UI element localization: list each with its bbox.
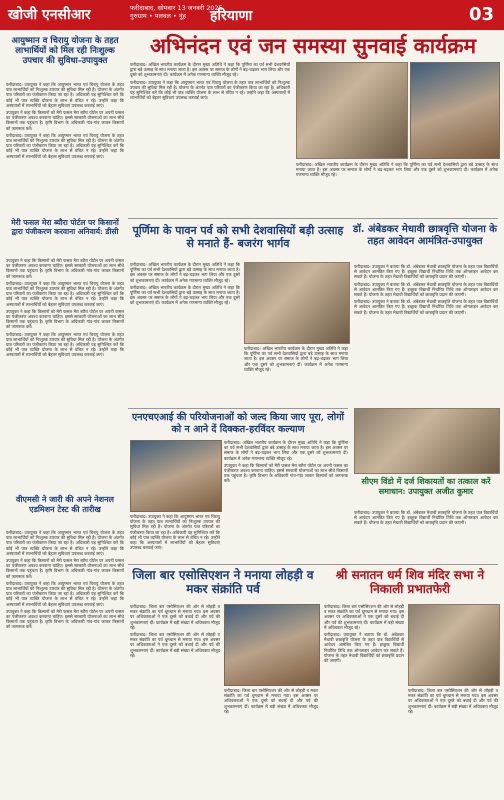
section-name: हरियाणा <box>210 8 253 24</box>
masthead-meta <box>130 4 223 20</box>
bottom-left-text-4: उपायुक्त ने कहा कि किसानों को मेरी फसल मेरा ब्यौरा पोर्टल पर अपनी फसल का पंजीकरण अवश्य करवाना चाहिए। इससे सरकारी योजनाओं का लाभ सीधे किसानों तक पहुंचता है। कृषि विभाग के अधिकारी गांव-गांव जाकर किसानों को जागरूक करें। <box>6 608 124 630</box>
right-lower-body <box>354 510 498 560</box>
right-text-1: फरीदाबाद। उपायुक्त ने बताया कि डॉ. अंबेडकर मेधावी छात्रवृत्ति योजना के तहत पात्र विद्यार्थियों से आवेदन आमंत्रित किए गए हैं। इच्छुक विद्यार्थी निर्धारित तिथि तक ऑनलाइन आवेदन कर सकते हैं। योजना के तहत मेधावी विद्यार्थियों को छात्रवृत्ति प्रदान की जाएगी। <box>354 264 498 280</box>
bottom-center-text-1: फरीदाबाद। अखिल भारतीय कार्यक्रम के दौरान मुख्य अतिथि ने कहा कि पूर्णिमा का पर्व सभी देशवासियों द्वारा बड़े उत्साह के साथ मनाया जाता है। इस अवसर पर समाज के लोगों ने बढ़-चढ़कर भाग लिया और एक दूसरे को शुभकामनाएं दीं। कार्यक्रम में अनेक गणमान्य व्यक्ति मौजूद रहे। <box>224 440 348 461</box>
bottom-mid-photo <box>224 604 320 686</box>
left-mid-text-3: उपायुक्त ने कहा कि किसानों को मेरी फसल मेरा ब्यौरा पोर्टल पर अपनी फसल का पंजीकरण अवश्य करवाना चाहिए। इससे सरकारी योजनाओं का लाभ सीधे किसानों तक पहुंचता है। कृषि विभाग के अधिकारी गांव-गांव जाकर किसानों को जागरूक करें। <box>6 308 124 330</box>
divider-3 <box>128 564 498 565</box>
right-body <box>354 264 498 404</box>
main-story-text-3: फरीदाबाद। अखिल भारतीय कार्यक्रम के दौरान मुख्य अतिथि ने कहा कि पूर्णिमा का पर्व सभी देशवासियों द्वारा बड़े उत्साह के साथ मनाया जाता है। इस अवसर पर समाज के लोगों ने बढ़-चढ़कर भाग लिया और एक दूसरे को शुभकामनाएं दीं। कार्यक्रम में अनेक गणमान्य व्यक्ति मौजूद रहे। <box>296 162 498 178</box>
bottom-mid-text-3: फरीदाबाद। जिला बार एसोसिएशन की ओर से लोहड़ी व मकर संक्रांति का पर्व धूमधाम से मनाया गया। इस अवसर पर अधिवक्ताओं ने एक दूसरे को बधाई दी और पर्व की शुभकामनाएं दीं। कार्यक्रम में बड़ी संख्या में अधिवक्ता मौजूद रहे। <box>224 688 318 714</box>
divider-1 <box>128 218 498 219</box>
left-mid-headline: मेरी फसल मेरा ब्यौरा पोर्टल पर किसानों द्वारा पंजीकरण करवाना अनिवार्य: डीसी <box>11 218 119 236</box>
center-text-2: फरीदाबाद। अखिल भारतीय कार्यक्रम के दौरान मुख्य अतिथि ने कहा कि पूर्णिमा का पर्व सभी देशवासियों द्वारा बड़े उत्साह के साथ मनाया जाता है। इस अवसर पर समाज के लोगों ने बढ़-चढ़कर भाग लिया और एक दूसरे को शुभकामनाएं दीं। कार्यक्रम में अनेक गणमान्य व्यक्ति मौजूद रहे। <box>130 284 240 306</box>
bottom-mid-text-1: फरीदाबाद। जिला बार एसोसिएशन की ओर से लोहड़ी व मकर संक्रांति का पर्व धूमधाम से मनाया गया। इस अवसर पर अधिवक्ताओं ने एक दूसरे को बधाई दी और पर्व की शुभकामनाएं दीं। कार्यक्रम में बड़ी संख्या में अधिवक्ता मौजूद रहे। <box>130 604 220 630</box>
bottom-center-body <box>224 440 348 560</box>
right-headline: डॉ. अंबेडकर मेधावी छात्रवृत्ति योजना के तहत आवेदन आमंत्रित-उपायुक्त <box>353 224 497 247</box>
newspaper-logo: खोजी एनसीआर <box>8 7 91 23</box>
left-top-text-2: उपायुक्त ने कहा कि किसानों को मेरी फसल मेरा ब्यौरा पोर्टल पर अपनी फसल का पंजीकरण अवश्य करवाना चाहिए। इससे सरकारी योजनाओं का लाभ सीधे किसानों तक पहुंचता है। कृषि विभाग के अधिकारी गांव-गांव जाकर किसानों को जागरूक करें। <box>6 110 124 131</box>
main-story-text-1: फरीदाबाद। अखिल भारतीय कार्यक्रम के दौरान मुख्य अतिथि ने कहा कि पूर्णिमा का पर्व सभी देशवासियों द्वारा बड़े उत्साह के साथ मनाया जाता है। इस अवसर पर समाज के लोगों ने बढ़-चढ़कर भाग लिया और एक दूसरे को शुभकामनाएं दीं। कार्यक्रम में अनेक गणमान्य व्यक्ति मौजूद रहे। <box>130 62 290 78</box>
bottom-left-headline: वीएमसी ने जारी की अपने नेशनल एडमिशन टेस्ट की तारीख <box>16 494 114 514</box>
main-story-photo <box>296 62 408 159</box>
bottom-right-headline: श्री सनातन धर्म शिव मंदिर सभा ने निकाली प्रभातफेरी <box>335 568 485 596</box>
page-number: 03 <box>468 4 494 25</box>
center-body <box>130 262 240 402</box>
left-mid-text-1: उपायुक्त ने कहा कि किसानों को मेरी फसल मेरा ब्यौरा पोर्टल पर अपनी फसल का पंजीकरण अवश्य करवाना चाहिए। इससे सरकारी योजनाओं का लाभ सीधे किसानों तक पहुंचता है। कृषि विभाग के अधिकारी गांव-गांव जाकर किसानों को जागरूक करें। <box>6 258 124 279</box>
left-top-body <box>6 82 124 212</box>
masthead-edition: गुरुग्राम • पलवल • नूंह <box>130 12 186 20</box>
bottom-center-photo <box>130 440 222 512</box>
main-story-text-2: फरीदाबाद। उपायुक्त ने कहा कि आयुष्मान भारत एवं चिरायु योजना के तहत पात्र लाभार्थियों को निःशुल्क उपचार की सुविधा मिल रही है। योजना के अंतर्गत पात्र परिवारों का पंजीकरण किया जा रहा है। अधिकारी यह सुनिश्चित करें कि कोई भी पात्र व्यक्ति योजना के लाभ से वंचित न रहे। उन्होंने कहा कि अस्पतालों में लाभार्थियों को बेहतर सुविधाएं उपलब्ध करवाई जाएं। <box>130 79 290 101</box>
bottom-mid-body <box>130 604 220 794</box>
center-headline: पूर्णिमा के पावन पर्व को सभी देशवासियों बड़ी उत्साह से मनाते हैं- बजरंग भार्गव <box>132 224 344 250</box>
bottom-left-text-1: फरीदाबाद। उपायुक्त ने कहा कि आयुष्मान भारत एवं चिरायु योजना के तहत पात्र लाभार्थियों को निःशुल्क उपचार की सुविधा मिल रही है। योजना के अंतर्गत पात्र परिवारों का पंजीकरण किया जा रहा है। अधिकारी यह सुनिश्चित करें कि कोई भी पात्र व्यक्ति योजना के लाभ से वंचित न रहे। उन्होंने कहा कि अस्पतालों में लाभार्थियों को बेहतर सुविधाएं उपलब्ध करवाई जाएं। <box>6 530 124 556</box>
bottom-left-body <box>6 530 124 792</box>
left-mid-body <box>6 258 124 488</box>
right-text-3: फरीदाबाद। उपायुक्त ने बताया कि डॉ. अंबेडकर मेधावी छात्रवृत्ति योजना के तहत पात्र विद्यार्थियों से आवेदन आमंत्रित किए गए हैं। इच्छुक विद्यार्थी निर्धारित तिथि तक ऑनलाइन आवेदन कर सकते हैं। योजना के तहत मेधावी विद्यार्थियों को छात्रवृत्ति प्रदान की जाएगी। <box>354 299 498 315</box>
bottom-right-photo <box>408 604 500 686</box>
bottom-center-text-2: उपायुक्त ने कहा कि किसानों को मेरी फसल मेरा ब्यौरा पोर्टल पर अपनी फसल का पंजीकरण अवश्य करवाना चाहिए। इससे सरकारी योजनाओं का लाभ सीधे किसानों तक पहुंचता है। कृषि विभाग के अधिकारी गांव-गांव जाकर किसानों को जागरूक करें। <box>224 462 348 484</box>
left-top-text-3: फरीदाबाद। उपायुक्त ने कहा कि आयुष्मान भारत एवं चिरायु योजना के तहत पात्र लाभार्थियों को निःशुल्क उपचार की सुविधा मिल रही है। योजना के अंतर्गत पात्र परिवारों का पंजीकरण किया जा रहा है। अधिकारी यह सुनिश्चित करें कि कोई भी पात्र व्यक्ति योजना के लाभ से वंचित न रहे। उन्होंने कहा कि अस्पतालों में लाभार्थियों को बेहतर सुविधाएं उपलब्ध करवाई जाएं। <box>6 132 124 159</box>
right-lower-photo <box>354 408 500 474</box>
bottom-center-text-3: फरीदाबाद। उपायुक्त ने कहा कि आयुष्मान भारत एवं चिरायु योजना के तहत पात्र लाभार्थियों को निःशुल्क उपचार की सुविधा मिल रही है। योजना के अंतर्गत पात्र परिवारों का पंजीकरण किया जा रहा है। अधिकारी यह सुनिश्चित करें कि कोई भी पात्र व्यक्ति योजना के लाभ से वंचित न रहे। उन्होंने कहा कि अस्पतालों में लाभार्थियों को बेहतर सुविधाएं उपलब्ध करवाई जाएं। <box>130 514 220 551</box>
bottom-center-body-2 <box>130 514 220 560</box>
main-story-body-right <box>296 162 498 212</box>
bottom-right-text-1: फरीदाबाद। जिला बार एसोसिएशन की ओर से लोहड़ी व मकर संक्रांति का पर्व धूमधाम से मनाया गया। इस अवसर पर अधिवक्ताओं ने एक दूसरे को बधाई दी और पर्व की शुभकामनाएं दीं। कार्यक्रम में बड़ी संख्या में अधिवक्ता मौजूद रहे। <box>324 604 404 630</box>
divider-2 <box>128 408 348 409</box>
left-mid-text-2: फरीदाबाद। उपायुक्त ने कहा कि आयुष्मान भारत एवं चिरायु योजना के तहत पात्र लाभार्थियों को निःशुल्क उपचार की सुविधा मिल रही है। योजना के अंतर्गत पात्र परिवारों का पंजीकरण किया जा रहा है। अधिकारी यह सुनिश्चित करें कि कोई भी पात्र व्यक्ति योजना के लाभ से वंचित न रहे। उन्होंने कहा कि अस्पतालों में लाभार्थियों को बेहतर सुविधाएं उपलब्ध करवाई जाएं। <box>6 280 124 307</box>
bottom-left-text-3: फरीदाबाद। उपायुक्त ने कहा कि आयुष्मान भारत एवं चिरायु योजना के तहत पात्र लाभार्थियों को निःशुल्क उपचार की सुविधा मिल रही है। योजना के अंतर्गत पात्र परिवारों का पंजीकरण किया जा रहा है। अधिकारी यह सुनिश्चित करें कि कोई भी पात्र व्यक्ति योजना के लाभ से वंचित न रहे। उन्होंने कहा कि अस्पतालों में लाभार्थियों को बेहतर सुविधाएं उपलब्ध करवाई जाएं। <box>6 580 124 607</box>
center-text-3: फरीदाबाद। अखिल भारतीय कार्यक्रम के दौरान मुख्य अतिथि ने कहा कि पूर्णिमा का पर्व सभी देशवासियों द्वारा बड़े उत्साह के साथ मनाया जाता है। इस अवसर पर समाज के लोगों ने बढ़-चढ़कर भाग लिया और एक दूसरे को शुभकामनाएं दीं। कार्यक्रम में अनेक गणमान्य व्यक्ति मौजूद रहे। <box>244 346 348 372</box>
main-headline: अभिनंदन एवं जन समस्या सुनवाई कार्यक्रम <box>149 33 477 58</box>
center-text-1: फरीदाबाद। अखिल भारतीय कार्यक्रम के दौरान मुख्य अतिथि ने कहा कि पूर्णिमा का पर्व सभी देशवासियों द्वारा बड़े उत्साह के साथ मनाया जाता है। इस अवसर पर समाज के लोगों ने बढ़-चढ़कर भाग लिया और एक दूसरे को शुभकामनाएं दीं। कार्यक्रम में अनेक गणमान्य व्यक्ति मौजूद रहे। <box>130 262 240 283</box>
center-photo <box>244 262 350 344</box>
bottom-mid-text-2: फरीदाबाद। जिला बार एसोसिएशन की ओर से लोहड़ी व मकर संक्रांति का पर्व धूमधाम से मनाया गया। इस अवसर पर अधिवक्ताओं ने एक दूसरे को बधाई दी और पर्व की शुभकामनाएं दीं। कार्यक्रम में बड़ी संख्या में अधिवक्ता मौजूद रहे। <box>130 632 220 658</box>
right-lower-headline: सीएम विंडो में दर्ज शिकायतों का तत्काल करें समाधान: उपायुक्त अजीत कुमार <box>361 476 491 496</box>
center-body-2 <box>244 346 348 402</box>
bottom-right-body-2 <box>408 688 498 792</box>
right-text-2: फरीदाबाद। उपायुक्त ने बताया कि डॉ. अंबेडकर मेधावी छात्रवृत्ति योजना के तहत पात्र विद्यार्थियों से आवेदन आमंत्रित किए गए हैं। इच्छुक विद्यार्थी निर्धारित तिथि तक ऑनलाइन आवेदन कर सकते हैं। योजना के तहत मेधावी विद्यार्थियों को छात्रवृत्ति प्रदान की जाएगी। <box>354 281 498 298</box>
bottom-left-text-2: उपायुक्त ने कहा कि किसानों को मेरी फसल मेरा ब्यौरा पोर्टल पर अपनी फसल का पंजीकरण अवश्य करवाना चाहिए। इससे सरकारी योजनाओं का लाभ सीधे किसानों तक पहुंचता है। कृषि विभाग के अधिकारी गांव-गांव जाकर किसानों को जागरूक करें। <box>6 558 124 579</box>
main-story-photo-2 <box>410 62 500 159</box>
masthead <box>0 0 504 30</box>
left-mid-text-4: फरीदाबाद। उपायुक्त ने कहा कि आयुष्मान भारत एवं चिरायु योजना के तहत पात्र लाभार्थियों को निःशुल्क उपचार की सुविधा मिल रही है। योजना के अंतर्गत पात्र परिवारों का पंजीकरण किया जा रहा है। अधिकारी यह सुनिश्चित करें कि कोई भी पात्र व्यक्ति योजना के लाभ से वंचित न रहे। उन्होंने कहा कि अस्पतालों में लाभार्थियों को बेहतर सुविधाएं उपलब्ध करवाई जाएं। <box>6 331 124 358</box>
left-top-text-1: फरीदाबाद। उपायुक्त ने कहा कि आयुष्मान भारत एवं चिरायु योजना के तहत पात्र लाभार्थियों को निःशुल्क उपचार की सुविधा मिल रही है। योजना के अंतर्गत पात्र परिवारों का पंजीकरण किया जा रहा है। अधिकारी यह सुनिश्चित करें कि कोई भी पात्र व्यक्ति योजना के लाभ से वंचित न रहे। उन्होंने कहा कि अस्पतालों में लाभार्थियों को बेहतर सुविधाएं उपलब्ध करवाई जाएं। <box>6 82 124 108</box>
masthead-date: फरीदाबाद, सोमवार 13 जनवरी 2025 <box>130 4 223 12</box>
bottom-right-text-3: फरीदाबाद। जिला बार एसोसिएशन की ओर से लोहड़ी व मकर संक्रांति का पर्व धूमधाम से मनाया गया। इस अवसर पर अधिवक्ताओं ने एक दूसरे को बधाई दी और पर्व की शुभकामनाएं दीं। कार्यक्रम में बड़ी संख्या में अधिवक्ता मौजूद रहे। <box>408 688 498 714</box>
right-lower-text-1: फरीदाबाद। उपायुक्त ने बताया कि डॉ. अंबेडकर मेधावी छात्रवृत्ति योजना के तहत पात्र विद्यार्थियों से आवेदन आमंत्रित किए गए हैं। इच्छुक विद्यार्थी निर्धारित तिथि तक ऑनलाइन आवेदन कर सकते हैं। योजना के तहत मेधावी विद्यार्थियों को छात्रवृत्ति प्रदान की जाएगी। <box>354 510 498 526</box>
left-top-headline: आयुष्मान व चिरायु योजना के तहत लाभार्थियों को मिल रही निःशुल्क उपचार की सुविधा-उपायुक्त <box>11 36 119 66</box>
bottom-right-text-2: फरीदाबाद। उपायुक्त ने बताया कि डॉ. अंबेडकर मेधावी छात्रवृत्ति योजना के तहत पात्र विद्यार्थियों से आवेदन आमंत्रित किए गए हैं। इच्छुक विद्यार्थी निर्धारित तिथि तक ऑनलाइन आवेदन कर सकते हैं। योजना के तहत मेधावी विद्यार्थियों को छात्रवृत्ति प्रदान की जाएगी। <box>324 632 404 664</box>
bottom-right-body <box>324 604 404 794</box>
bottom-mid-body-2 <box>224 688 318 792</box>
main-story-body <box>130 62 290 212</box>
bottom-mid-headline: जिला बार एसोसिएशन ने मनाया लोहड़ी व मकर संक्रांति पर्व <box>132 568 314 596</box>
bottom-center-headline: एनएचएआई की परियोजनाओं को जल्द किया जाए पूरा, लोगों को न आने दें दिक्कत-हरविंदर कल्याण <box>131 412 345 435</box>
